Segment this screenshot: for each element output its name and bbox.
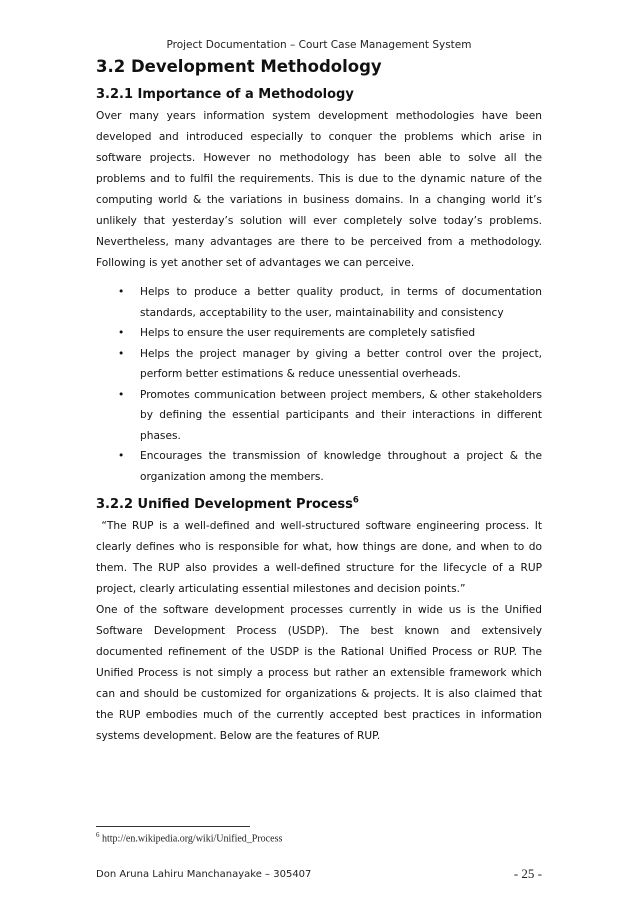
importance-paragraph xyxy=(96,106,542,274)
paragraph-line: Software Development Process (USDP). The best known and extensively xyxy=(96,625,542,637)
list-item-line: perform better estimations & reduce unessential overheads. xyxy=(140,368,461,380)
paragraph-line: “The RUP is a well-defined and well-structured software engineering process. It xyxy=(96,520,542,532)
bullet-icon: • xyxy=(118,450,125,462)
section-heading: 3.2 Development Methodology xyxy=(96,57,382,76)
paragraph-line: can and should be customized for organizations & projects. It is also claimed that xyxy=(96,688,542,700)
rup-quote-paragraph xyxy=(96,516,542,600)
paragraph-line: them. The RUP also provides a well-defined structure for the lifecycle of a RUP xyxy=(96,562,542,574)
list-item-line: organization among the members. xyxy=(140,470,324,483)
list-item-line: standards, acceptability to the user, maintainability and consistency xyxy=(140,306,504,319)
bullet-icon: • xyxy=(118,327,125,339)
list-item-line: Helps to ensure the user requirements are completely satisfied xyxy=(140,327,476,339)
bullet-icon: • xyxy=(118,347,125,360)
paragraph-line: systems development. Below are the features of RUP. xyxy=(96,730,381,742)
list-item xyxy=(118,323,542,344)
paragraph-line: the RUP embodies much of the currently accepted best practices in information xyxy=(96,709,542,721)
paragraph-line: computing world & the variations in business domains. In a changing world it’s xyxy=(96,194,542,206)
list-item-line: Helps to produce a better quality product, in terms of documentation xyxy=(140,286,542,298)
paragraph-line: Unified Process is not simply a process but rather an extensible framework which xyxy=(96,667,542,679)
page-number: - 25 - xyxy=(513,866,542,881)
bullet-icon: • xyxy=(118,388,125,401)
subsection-heading-1: 3.2.1 Importance of a Methodology xyxy=(96,87,354,102)
paragraph-line: problems and to fulfil the requirements. This is due to the dynamic nature of the xyxy=(96,173,542,185)
list-item-line: phases. xyxy=(140,429,181,442)
footnote-url[interactable]: http://en.wikipedia.org/wiki/Unified_Process xyxy=(102,833,283,845)
running-header: Project Documentation – Court Case Management System xyxy=(166,39,472,51)
footnote xyxy=(96,831,282,844)
subsection-heading-2 xyxy=(96,497,359,512)
advantages-list xyxy=(118,282,542,487)
footnote-mark: 6 xyxy=(96,831,100,839)
paragraph-line: clearly defines who is responsible for what, how things are done, and when to do xyxy=(96,541,542,553)
list-item-line: Promotes communication between project members, & other stakeholders xyxy=(140,388,542,401)
list-item xyxy=(118,282,542,323)
footer-author: Don Aruna Lahiru Manchanayake – 305407 xyxy=(96,869,312,880)
list-item-line: by defining the essential participants and their interactions in different xyxy=(140,409,542,421)
list-item-line: Encourages the transmission of knowledge throughout a project & the xyxy=(140,450,542,462)
paragraph-line: Nevertheless, many advantages are there to be perceived from a methodology. xyxy=(96,236,542,248)
footnote-divider xyxy=(96,826,250,827)
paragraph-line: developed and introduced especially to conquer the problems which arise in xyxy=(96,131,542,143)
paragraph-line: unlikely that yesterday’s solution will ever completely solve today’s problems. xyxy=(96,215,542,227)
paragraph-line: Over many years information system development methodologies have been xyxy=(96,110,542,122)
bullet-icon: • xyxy=(118,286,125,298)
list-item-line: Helps the project manager by giving a better control over the project, xyxy=(140,347,542,360)
footnote-reference: 6 xyxy=(352,495,359,506)
paragraph-line: Following is yet another set of advantages we can perceive. xyxy=(96,257,415,269)
usdp-paragraph xyxy=(96,600,542,747)
paragraph-line: software projects. However no methodology has been able to solve all the xyxy=(96,152,542,164)
list-item xyxy=(118,385,542,447)
list-item xyxy=(118,446,542,487)
paragraph-line: One of the software development processes currently in wide us is the Unified xyxy=(96,604,542,616)
subsection-heading-text: 3.2.2 Unified Development Process xyxy=(96,497,353,512)
list-item xyxy=(118,344,542,385)
paragraph-line: project, clearly articulating essential milestones and decision points.” xyxy=(96,583,466,595)
paragraph-line: documented refinement of the USDP is the Rational Unified Process or RUP. The xyxy=(96,646,542,658)
